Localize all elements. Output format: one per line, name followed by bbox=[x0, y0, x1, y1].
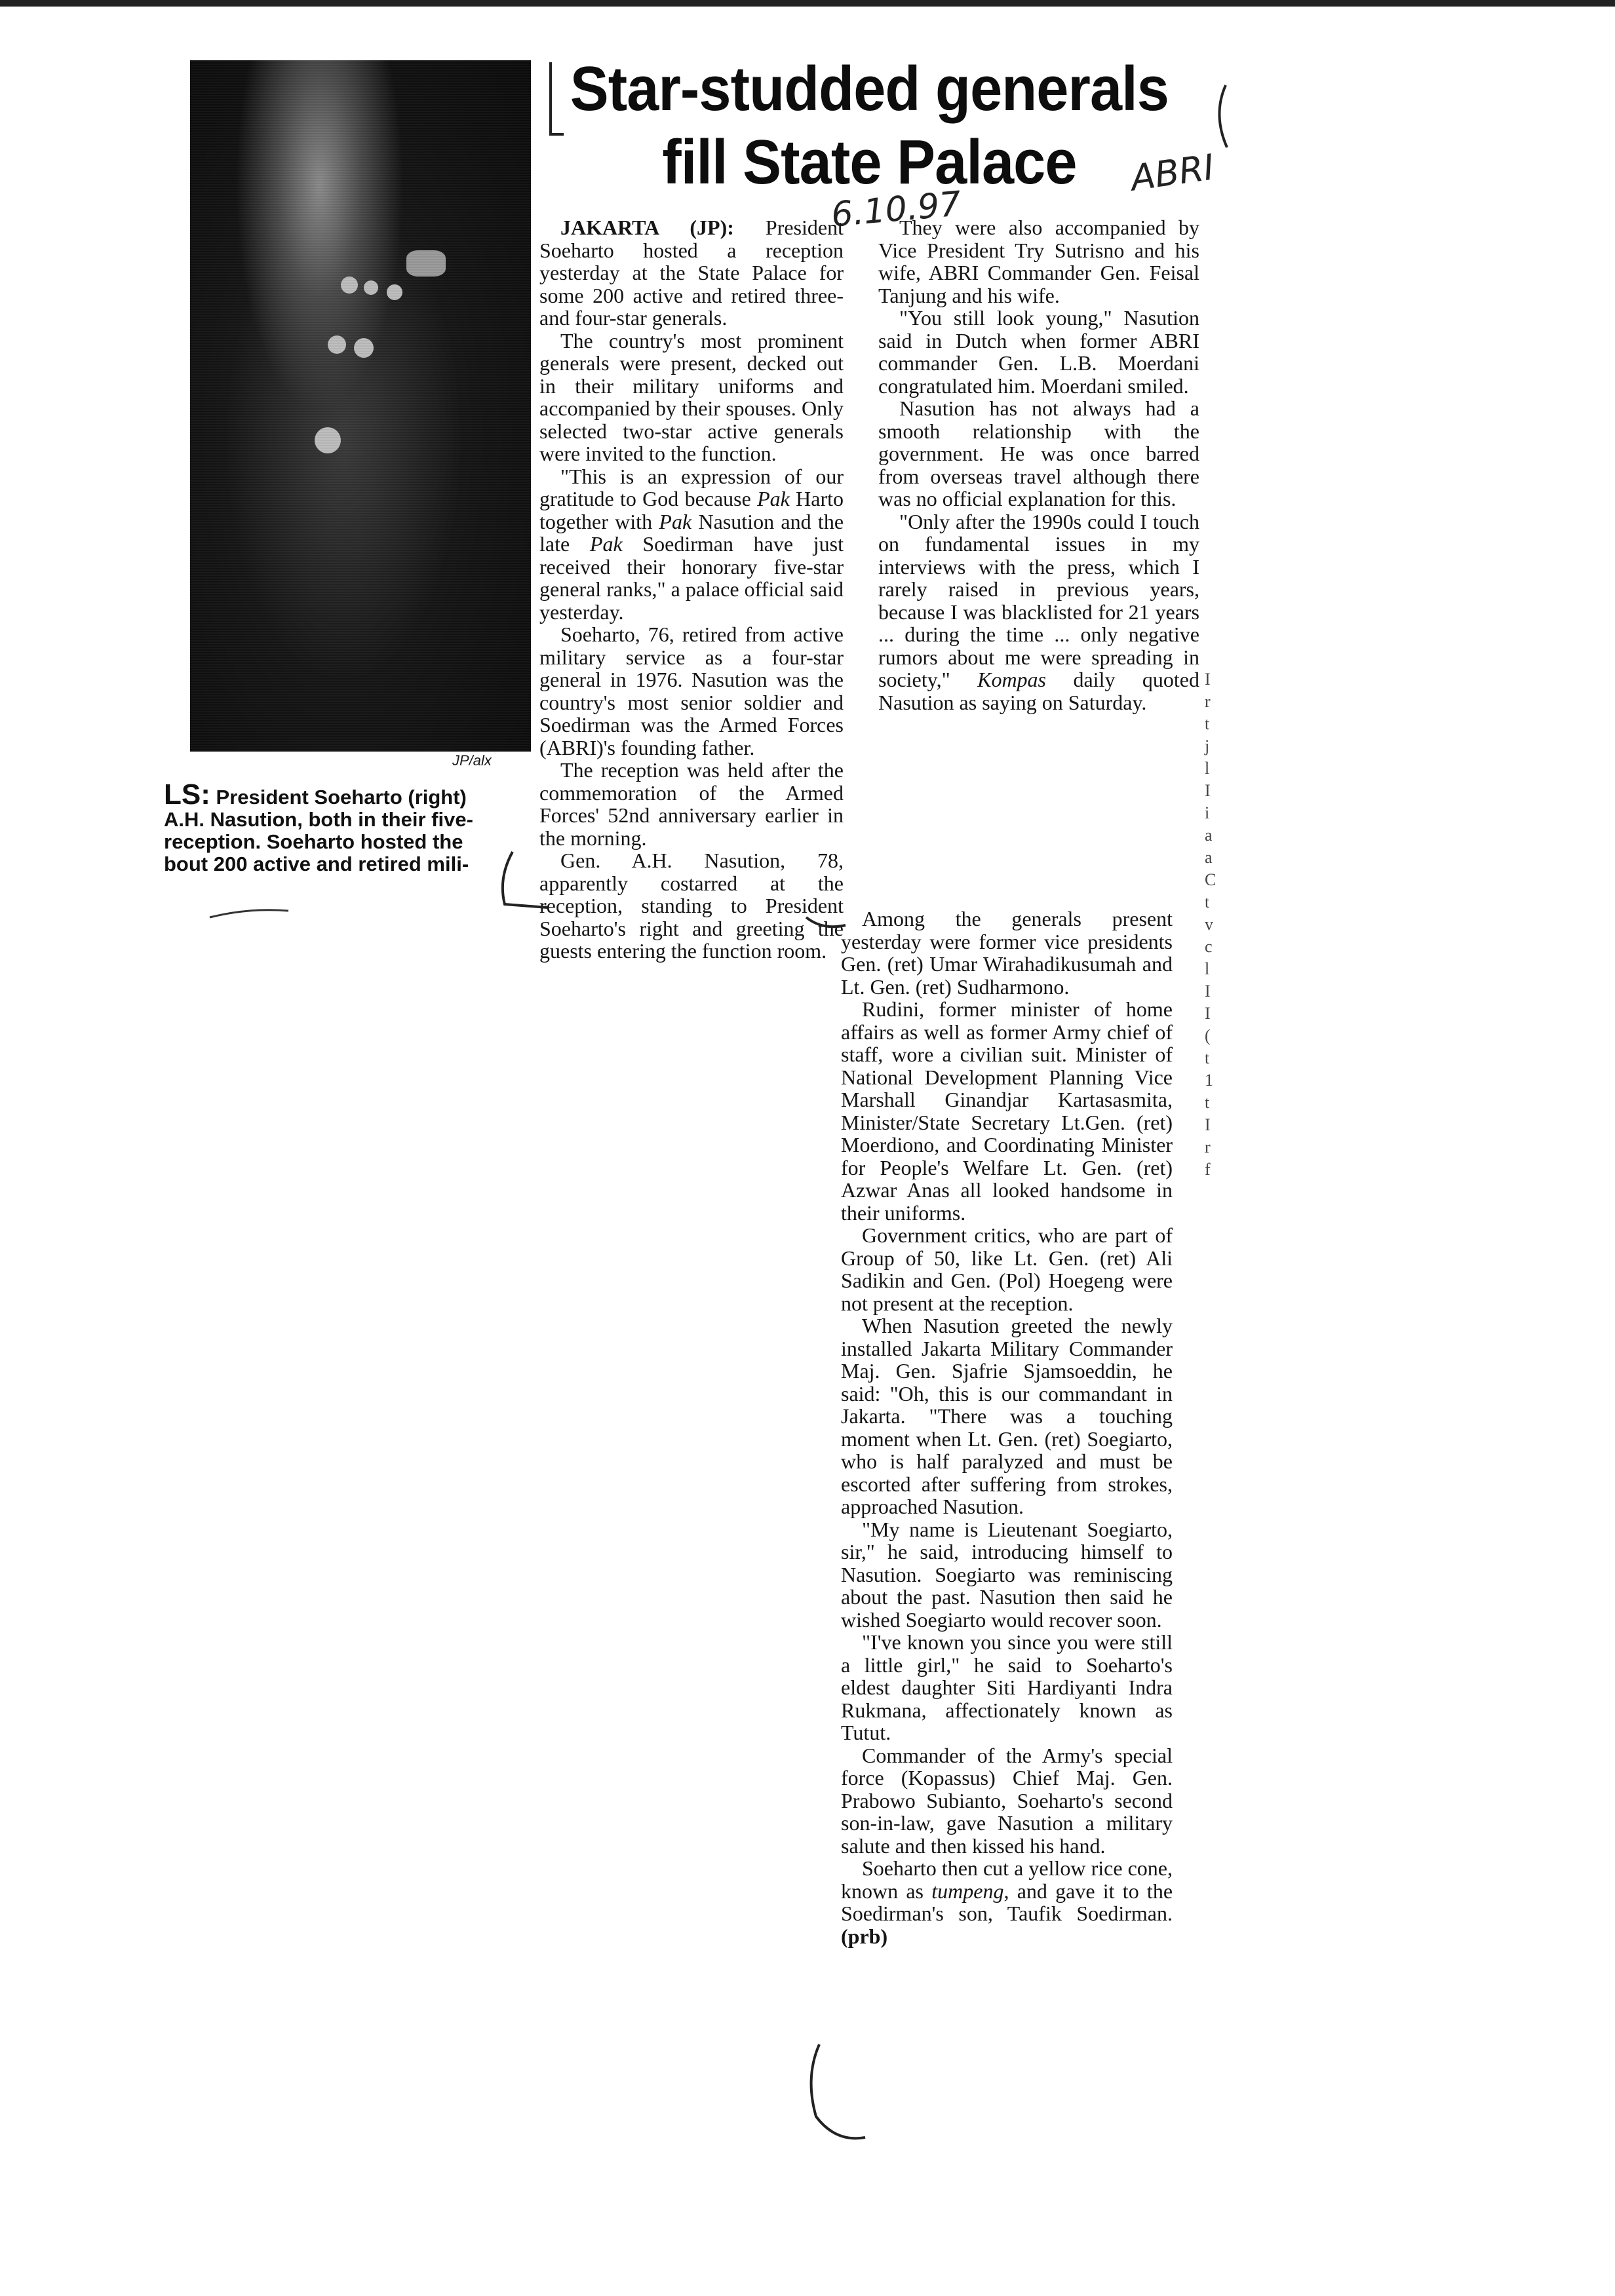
fragment-glyph: l bbox=[1205, 759, 1210, 778]
paragraph: "My name is Lieutenant Soegiarto, sir," he said, introducing himself to Nasution. Soegiarto was reminiscing about the past. Nasution then said he wished Soegiarto would recover soon. bbox=[841, 1517, 1173, 1632]
fragment-glyph: a bbox=[1205, 848, 1213, 867]
fragment-glyph: I bbox=[1205, 670, 1211, 689]
fragment-glyph: ( bbox=[1205, 1026, 1211, 1045]
paragraph: When Nasution greeted the newly installed Jakarta Military Commander Maj. Gen. Sjafrie Sjamsoeddin, he said: "Oh, this is our commandant in Jakarta. "There was a touching moment when Lt. Gen. (ret) Soegiarto, who is half paralyzed and must be escorted after suffering from strokes, approached Nasution. bbox=[841, 1314, 1173, 1518]
article-column-1: JAKARTA (JP): President Soeharto hosted a reception yesterday at the State Palace for some 200 active and retired three- and four-star generals. The country's most prominent generals were present, decked out in their military uniforms and accompanied by their spouses. Only selected two-star active generals were invited to the function. "This is an expression of our gratitude to God because Pak Harto together with Pak Nasution and the late Pak Soedirman have just received their honorary five-star general ranks," a palace official said yesterday. Soeharto, 76, retired from active military service as a four-star general in 1976. Nasution was the country's most senior soldier and Soedirman was the Armed Forces (ABRI)'s founding father. The reception was held after the commemoration of the Armed Forces' 52nd anniversary earlier in the morning. Gen. A.H. Nasution, 78, apparently costarred at the reception, standing to President Soeharto's right and greeting the guests entering the function room. bbox=[539, 216, 844, 963]
fragment-glyph: a bbox=[1205, 826, 1213, 845]
paragraph: Among the generals present yesterday were former vice presidents Gen. (ret) Umar Wirahadikusumah and Lt. Gen. (ret) Sudharmono. bbox=[841, 907, 1173, 999]
paragraph: Soeharto, 76, retired from active military service as a four-star general in 1976. Nasution was the country's most senior soldier and Soedirman was the Armed Forces (ABRI)'s founding father. bbox=[539, 622, 844, 759]
photo-credit: JP/alx bbox=[452, 752, 492, 769]
fragment-glyph: I bbox=[1205, 982, 1211, 1001]
article-column-2: They were also accompanied by Vice President Try Sutrisno and his wife, ABRI Commander Gen. Feisal Tanjung and his wife. "You still look young," Nasution said in Dutch when former ABRI commander Gen. L.B. Moerdani congratulated him. Moerdani smiled. Nasution has not always had a smooth relationship with the government. He was once barred from overseas travel although there was no official explanation for this. "Only after the 1990s could I touch on fundamental issues in my interviews with the press, which I rarely raised in previous years, because I was blacklisted for 21 years ... during the time ... only negative rumors about me were spreading in society," Kompas daily quoted Nasution as saying on Saturday. bbox=[878, 216, 1200, 714]
paragraph: Rudini, former minister of home affairs as well as former Army chief of staff, wore a civilian suit. Minister of National Development Planning Vice Marshall Ginandjar Kartasasmita, Minister/State Secretary Lt.Gen. (ret) Moerdiono, and Coordinating Minister for People's Welfare Lt. Gen. (ret) Azwar Anas all looked handsome in their uniforms. bbox=[841, 997, 1173, 1225]
caption-line: bout 200 active and retired mili- bbox=[164, 852, 469, 875]
fragment-glyph: l bbox=[1205, 959, 1210, 978]
paragraph: Nasution has not always had a smooth relationship with the government. He was once barred from overseas travel although there was no official explanation for this. bbox=[878, 396, 1199, 510]
fragment-glyph: I bbox=[1205, 1004, 1211, 1023]
caption-line: President Soeharto (right) bbox=[216, 786, 467, 809]
fragment-glyph: t bbox=[1205, 1048, 1210, 1067]
paragraph: President Soeharto hosted a reception yesterday at the State Palace for some 200 active and retired three- and four-star generals. bbox=[539, 216, 844, 330]
fragment-glyph: c bbox=[1205, 937, 1213, 956]
fragment-glyph: v bbox=[1205, 915, 1213, 934]
handwritten-date-note: 6.10.97 bbox=[829, 184, 963, 235]
fragment-glyph: I bbox=[1205, 1115, 1211, 1134]
caption-line: reception. Soeharto hosted the bbox=[164, 830, 463, 853]
paragraph: "I've known you since you were still a little girl," he said to Soeharto's eldest daughter Siti Hardiyanti Indra Rukmana, affectionately known as Tutut. bbox=[841, 1630, 1173, 1744]
dateline: JAKARTA (JP): bbox=[560, 216, 734, 239]
paragraph: The reception was held after the commemoration of the Armed Forces' 52nd anniversary earlier in the morning. bbox=[539, 758, 844, 850]
paragraph: Commander of the Army's special force (Kopassus) Chief Maj. Gen. Prabowo Subianto, Soeharto's second son-in-law, gave Nasution a military salute and then kissed his hand. bbox=[841, 1743, 1173, 1858]
fragment-glyph: 1 bbox=[1205, 1071, 1213, 1090]
paragraph: The country's most prominent generals were present, decked out in their military uniforms and accompanied by their spouses. Only selected two-star active generals were invited to the function. bbox=[539, 328, 844, 465]
fragment-glyph: t bbox=[1205, 892, 1210, 911]
fragment-glyph: i bbox=[1205, 803, 1210, 822]
fragment-glyph: r bbox=[1205, 692, 1211, 711]
paragraph: Gen. A.H. Nasution, 78, apparently costarred at the reception, standing to President Soeharto's right and greeting the guests entering the function room. bbox=[539, 849, 844, 963]
fragment-glyph: C bbox=[1205, 870, 1216, 889]
article-column-3: Among the generals present yesterday were former vice presidents Gen. (ret) Umar Wirahadikusumah and Lt. Gen. (ret) Sudharmono. Rudini, former minister of home affairs as well as former Army chief of staff, wore a civilian suit. Minister of National Development Planning Vice Marshall Ginandjar Kartasasmita, Minister/State Secretary Lt.Gen. (ret) Moerdiono, and Coordinating Minister for People's Welfare Lt. Gen. (ret) Azwar Anas all looked handsome in their uniforms. Government critics, who are part of Group of 50, like Lt. Gen. (ret) Ali Sadikin and Gen. (Pol) Hoegeng were not present at the reception. When Nasution greeted the newly installed Jakarta Military Commander Maj. Gen. Sjafrie Sjamsoeddin, he said: "Oh, this is our commandant in Jakarta. "There was a touching moment when Lt. Gen. (ret) Soegiarto, who is half paralyzed and must be escorted after suffering from strokes, approached Nasution. "My name is Lieutenant Soegiarto, sir," he said, introducing himself to Nasution. Soegiarto was reminiscing about the past. Nasution then said he wished Soegiarto would recover soon. "I've known you since you were still a little girl," he said to Soeharto's eldest daughter Siti Hardiyanti Indra Rukmana, affectionately known as Tutut. Commander of the Army's special force (Kopassus) Chief Maj. Gen. Prabowo Subianto, Soeharto's second son-in-law, gave Nasution a military salute and then kissed his hand. Soeharto then cut a yellow rice cone, known as tumpeng, and gave it to the Soedirman's son, Taufik Soedirman. (prb) bbox=[841, 907, 1173, 1948]
headline-line-2: fill State Palace bbox=[662, 127, 1077, 197]
fragment-glyph: r bbox=[1205, 1138, 1211, 1157]
paragraph: Government critics, who are part of Group of 50, like Lt. Gen. (ret) Ali Sadikin and Gen. (Pol) Hoegeng were not present at the reception. bbox=[841, 1223, 1173, 1315]
fragment-glyph: f bbox=[1205, 1160, 1211, 1179]
fragment-glyph: I bbox=[1205, 781, 1211, 800]
caption-line: A.H. Nasution, both in their five- bbox=[164, 808, 473, 831]
fragment-glyph: t bbox=[1205, 1093, 1210, 1112]
paragraph: They were also accompanied by Vice President Try Sutrisno and his wife, ABRI Commander Gen. Feisal Tanjung and his wife. bbox=[878, 216, 1199, 307]
byline: (prb) bbox=[841, 1924, 888, 1948]
fragment-glyph: j bbox=[1205, 737, 1210, 756]
fragment-glyph: t bbox=[1205, 714, 1210, 733]
headline-line-1: Star-studded generals bbox=[570, 54, 1169, 124]
paragraph: "You still look young," Nasution said in Dutch when former ABRI commander Gen. L.B. Moerdani congratulated him. Moerdani smiled. bbox=[878, 306, 1199, 398]
handwritten-abri-note: ABRI bbox=[1128, 146, 1217, 199]
caption-lead: LS: bbox=[164, 778, 210, 811]
